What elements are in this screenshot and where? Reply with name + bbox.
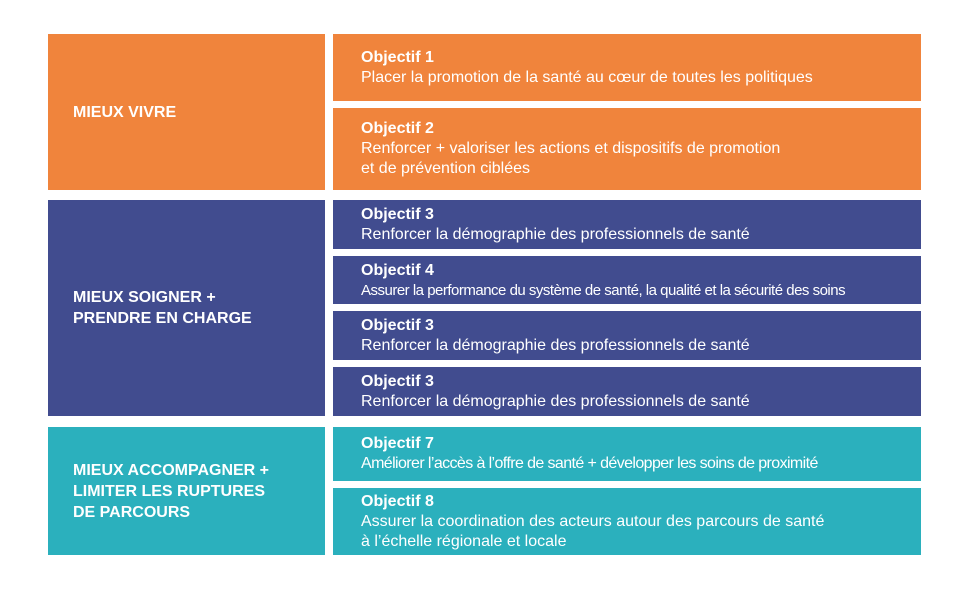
category-mieux-soigner <box>48 200 325 416</box>
objective-title: Objectif 3 <box>361 206 434 223</box>
objective-title: Objectif 2 <box>361 120 434 137</box>
objective-title: Objectif 7 <box>361 435 434 452</box>
objective-title: Objectif 3 <box>361 317 434 334</box>
objective-text: Assurer la performance du système de santé, la qualité et la sécurité des soins <box>361 282 846 299</box>
objective-text: Améliorer l’accès à l’offre de santé + développer les soins de proximité <box>361 455 818 472</box>
objective-text: Renforcer la démographie des professionnels de santé <box>361 393 750 410</box>
objective-text: Renforcer + valoriser les actions et dispositifs de promotion et de prévention ciblées <box>361 140 781 177</box>
objective-card <box>333 200 921 249</box>
objective-card <box>333 108 921 190</box>
objective-card <box>333 488 921 555</box>
objective-title: Objectif 4 <box>361 262 434 279</box>
objective-text: Renforcer la démographie des professionnels de santé <box>361 226 750 243</box>
objective-title: Objectif 1 <box>361 49 434 66</box>
objective-text: Placer la promotion de la santé au cœur de toutes les politiques <box>361 69 813 86</box>
category-label: MIEUX SOIGNER + PRENDRE EN CHARGE <box>73 289 252 327</box>
objective-card <box>333 34 921 101</box>
objective-text: Renforcer la démographie des professionnels de santé <box>361 337 750 354</box>
objective-title: Objectif 8 <box>361 493 434 510</box>
objective-title: Objectif 3 <box>361 373 434 390</box>
objective-card <box>333 311 921 360</box>
category-mieux-vivre <box>48 34 325 190</box>
category-label: MIEUX ACCOMPAGNER + LIMITER LES RUPTURES DE PARCOURS <box>73 461 270 521</box>
category-label: MIEUX VIVRE <box>73 103 177 121</box>
objective-text: Assurer la coordination des acteurs autour des parcours de santé à l’échelle régionale et locale <box>361 513 825 550</box>
objective-card <box>333 256 921 304</box>
objective-card <box>333 427 921 481</box>
objective-card <box>333 367 921 416</box>
category-mieux-accompagner <box>48 427 325 555</box>
